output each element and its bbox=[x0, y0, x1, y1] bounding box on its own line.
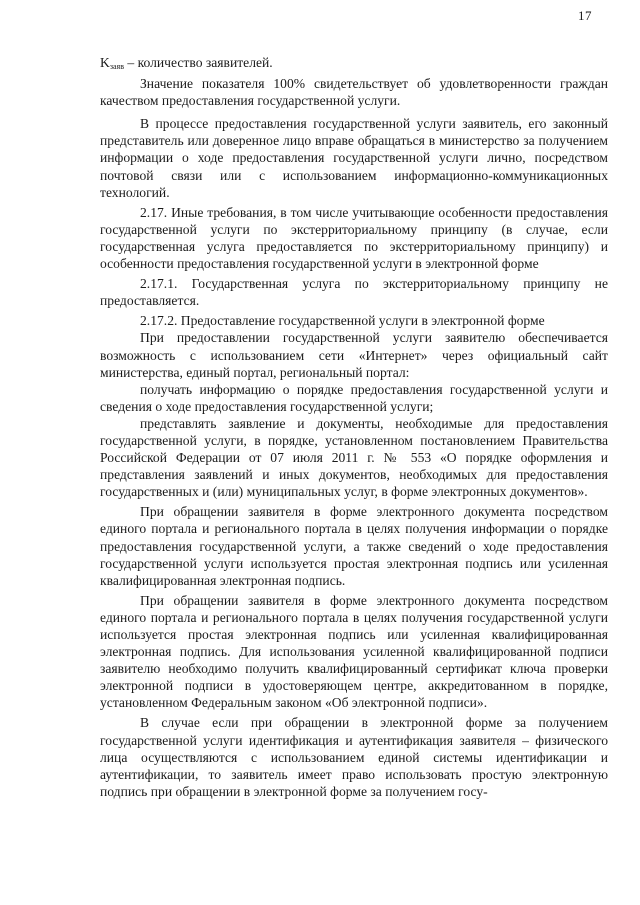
list-item-submit-documents: представлять заявление и документы, необходимые для предоставления государственной услуги, в порядке, установленном постановлением Правительства Российской Федерации от 07 июля 2011 г. № 553 «О порядке оформления и представления заявлений и иных документов, необходимых для предоставления государственных и (или) муниципальных услуг, в форме электронных документов». bbox=[100, 415, 608, 500]
formula-subscript: заяв bbox=[109, 62, 124, 71]
page-number: 17 bbox=[578, 8, 592, 23]
section-heading-2-17: 2.17. Иные требования, в том числе учитывающие особенности предоставления государственной услуги по экстерриториальному принципу (в случае, если государственная услуга предоставляется по экстерриториальному принципу) и особенности предоставления государственной услуги в электронной форме bbox=[100, 204, 608, 272]
paragraph-indicator-meaning: Значение показателя 100% свидетельствует об удовлетворенности граждан качеством предоставления государственной услуги. bbox=[100, 76, 608, 109]
document-body bbox=[100, 54, 608, 800]
paragraph-internet-possibility: При предоставлении государственной услуги заявителю обеспечивается возможность с использованием сети «Интернет» через официальный сайт министерства, единый портал, региональный портал: bbox=[100, 330, 608, 380]
paragraph-identification: В случае если при обращении в электронной форме за получением государственной услуги идентификация и аутентификация заявителя – физического лица осуществляются с использованием единой системы идентификации и аутентификации, то заявитель имеет право использовать простую электронную подпись при обращении в электронной форме за получением госу- bbox=[100, 715, 608, 799]
paragraph-information-request: В процессе предоставления государственной услуги заявитель, его законный представитель или доверенное лицо вправе обращаться в министерство за получением информации о ходе предоставления государственной услуги лично, посредством почтовой связи или с использованием информационно-коммуникационных технологий. bbox=[100, 116, 608, 200]
formula-legend-text: – количество заявителей. bbox=[124, 55, 273, 70]
formula-symbol: K bbox=[100, 55, 110, 70]
section-heading-2-17-2: 2.17.2. Предоставление государственной услуги в электронной форме bbox=[140, 313, 545, 329]
list-item-get-information: получать информацию о порядке предоставления государственной услуги и сведения о ходе предоставления государственной услуги; bbox=[100, 381, 608, 414]
paragraph-electronic-info-request: При обращении заявителя в форме электронного документа посредством единого портала и регионального портала в целях получения информации о порядке предоставления государственной услуги, а также сведений о ходе предоставления государственной услуги используется простая электронная подпись или усиленная квалифицированная электронная подпись. bbox=[100, 504, 608, 588]
formula-legend bbox=[100, 54, 608, 75]
paragraph-electronic-service-request: При обращении заявителя в форме электронного документа посредством единого портала и регионального портала в целях получения государственной услуги используется простая электронная подпись или усиленная квалифицированная электронная подпись. Для использования усиленной квалифицированной подписи заявителю необходимо получить квалифицированный сертификат ключа проверки электронной подписи в удостоверяющем центре, аккредитованном в порядке, установленном Федеральным законом «Об электронной подписи». bbox=[100, 592, 608, 711]
section-2-17-1: 2.17.1. Государственная услуга по экстерриториальному принципу не предоставляется. bbox=[100, 276, 608, 309]
